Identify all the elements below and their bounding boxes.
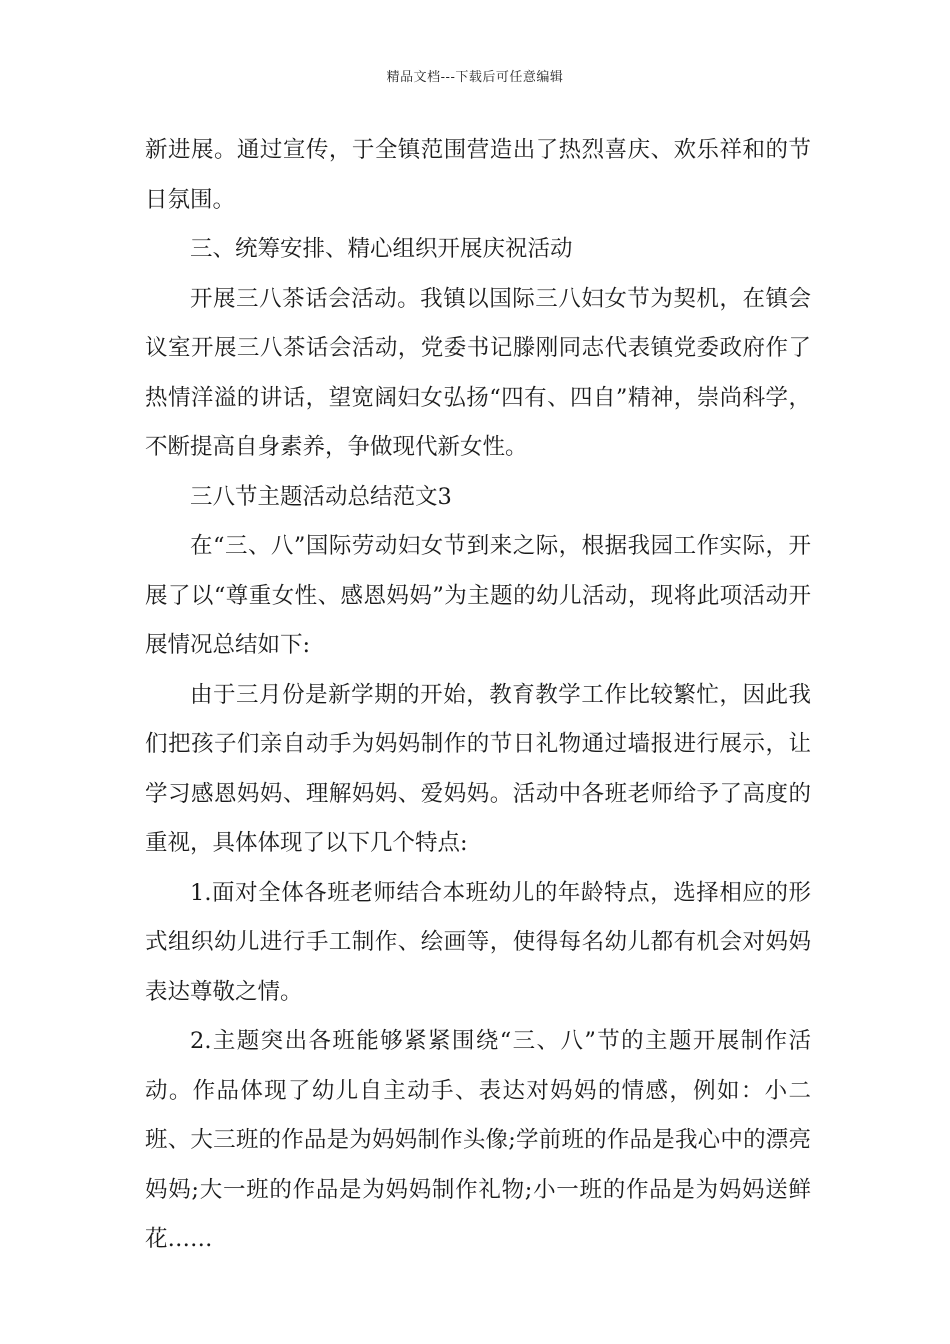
list-item-2: 2.主题突出各班能够紧紧围绕“三、八”节的主题开展制作活动。作品体现了幼儿自主动手、表达对妈妈的情感，例如：小二班、大三班的作品是为妈妈制作头像;学前班的作品是我心中的漂亮妈妈;大一班的作品是为妈妈制作礼物;小一班的作品是为妈妈送鲜花…… (145, 1028, 811, 1252)
page-header: 精品文档---下载后可任意编辑 (386, 70, 564, 85)
paragraph-continuation: 新进展。通过宣传，于全镇范围营造出了热烈喜庆、欢乐祥和的节日氛围。 (145, 137, 811, 213)
document-body (145, 126, 811, 1265)
section-heading-3: 三、统筹安排、精心组织开展庆祝活动 (190, 236, 573, 262)
article-title-3: 三八节主题活动总结范文3 (190, 483, 452, 510)
paragraph-intro: 在“三、八”国际劳动妇女节到来之际，根据我园工作实际，开展了以“尊重女性、感恩妈妈”为主题的幼儿活动，现将此项活动开展情况总结如下: (145, 533, 811, 658)
paragraph-tea-party: 开展三八茶话会活动。我镇以国际三八妇女节为契机，在镇会议室开展三八茶话会活动，党委书记滕刚同志代表镇党委政府作了热情洋溢的讲话，望宽阔妇女弘扬“四有、四自”精神，崇尚科学，不断提高自身素养，争做现代新女性。 (145, 285, 811, 460)
list-item-1: 1.面对全体各班老师结合本班幼儿的年龄特点，选择相应的形式组织幼儿进行手工制作、绘画等，使得每名幼儿都有机会对妈妈表达尊敬之情。 (145, 879, 811, 1005)
paragraph-overview: 由于三月份是新学期的开始，教育教学工作比较繁忙，因此我们把孩子们亲自动手为妈妈制作的节日礼物通过墙报进行展示，让学习感恩妈妈、理解妈妈、爱妈妈。活动中各班老师给予了高度的重视，具体体现了以下几个特点: (145, 681, 811, 856)
